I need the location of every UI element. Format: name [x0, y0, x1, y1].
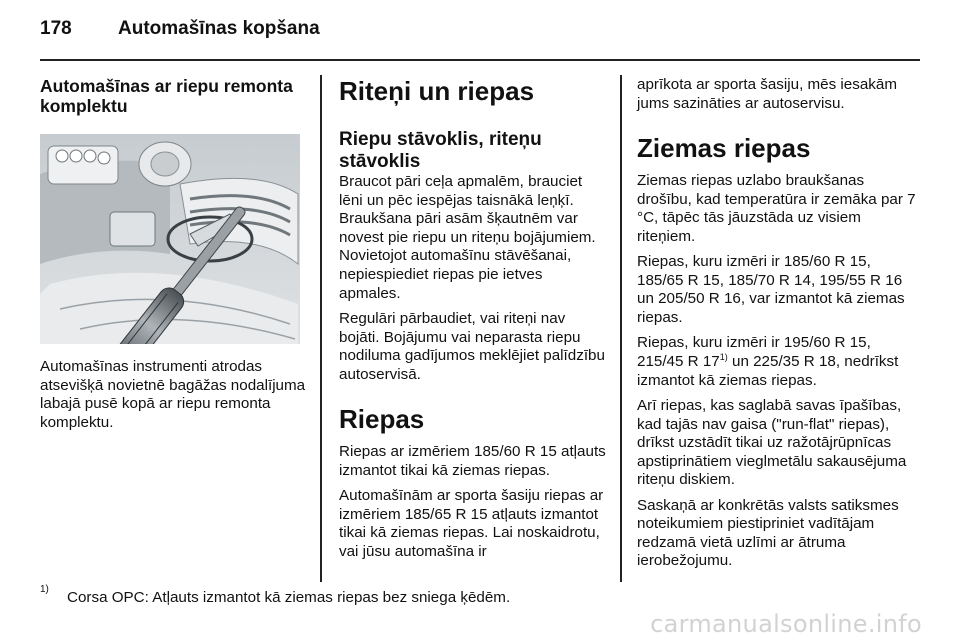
tool-kit-photo [40, 134, 300, 344]
middle-column [339, 76, 607, 568]
paragraph: Braucot pāri ceļa apmalēm, brauciet lēni un pēc iespējas taisnākā leņķī. Braukšana pāri asām šķautnēm var novest pie riepu un riteņu bojājumiem. Novietojot automašīnu stāvēšanai, nepiespiediet riepas pie ietves apmales. [339, 173, 596, 302]
paragraph: Automašīnām ar sporta šasiju riepas ar izmēriem 185/65 R 15 atļauts izmantot tikai kā ziemas riepas. Lai noskaidrotu, vai jūsu automašīna ir [339, 487, 604, 560]
paragraph: Arī riepas, kas saglabā savas īpašības, kad tajās nav gaisa ("run-flat" riepas), drīkst uzstādīt tikai uz ražotājrūpnīcas apstiprinātiem vieglmetālu sakausējuma riteņu diskiem. [637, 396, 907, 489]
left-column [40, 76, 312, 439]
right-column [637, 76, 917, 578]
paragraph: Regulāri pārbaudiet, vai riteņi nav bojāti. Bojājumu vai neparasta riepu nodiluma gadījumos meklējiet palīdzību autoservisā. [339, 309, 605, 383]
paragraph: Riepas, kuru izmēri ir 185/60 R 15, 185/65 R 15, 185/70 R 14, 195/55 R 16 un 205/50 R 16, var izmantot kā ziemas riepas. [637, 253, 905, 326]
page-number: 178 [40, 18, 72, 39]
main-title: Riteņi un riepas [339, 76, 535, 106]
section-heading-tyre-condition: Riepu stāvoklis, riteņu stāvoklis [339, 129, 542, 172]
footnote-reference: 1) [719, 351, 728, 362]
watermark: carmanualsonline.info [650, 610, 922, 638]
section-heading-winter-tyres: Ziemas riepas [637, 132, 811, 163]
chapter-title: Automašīnas kopšana [118, 18, 320, 39]
footnote-mark: 1) [40, 584, 49, 595]
column-divider-right [620, 75, 622, 582]
paragraph-text: un 225/35 R 18, nedrīkst izmantot kā ziemas riepas. [637, 352, 899, 389]
footnote-text: Corsa OPC: Atļauts izmantot kā ziemas riepas bez sniega ķēdēm. [67, 589, 511, 606]
paragraph-text: Riepas, kuru izmēri ir 195/60 R 15, 215/45 R 17 [637, 334, 871, 370]
paragraph: aprīkota ar sporta šasiju, mēs iesakām jums sazināties ar autoservisu. [637, 76, 897, 112]
section-heading-tyres: Riepas [339, 404, 425, 435]
section-heading: Automašīnas ar riepu remonta komplektu [40, 76, 293, 116]
paragraph [637, 334, 917, 390]
column-divider-left [320, 75, 322, 582]
paragraph: Ziemas riepas uzlabo braukšanas drošību, kad temperatūra ir zemāka par 7 °C, tāpēc tās jāuzstāda uz visiem riteņiem. [637, 171, 916, 245]
header-rule [40, 59, 920, 61]
paragraph: Saskaņā ar konkrētās valsts satiksmes noteikumiem piestipriniet vadītājam redzamā vietā uzlīmi ar ātruma ierobežojumu. [637, 496, 899, 570]
paragraph: Riepas ar izmēriem 185/60 R 15 atļauts izmantot tikai kā ziemas riepas. [339, 443, 606, 479]
photo-caption: Automašīnas instrumenti atrodas atsevišķā novietnē bagāžas nodalījuma labajā pusē kopā ar riepu remonta komplektu. [40, 358, 306, 431]
